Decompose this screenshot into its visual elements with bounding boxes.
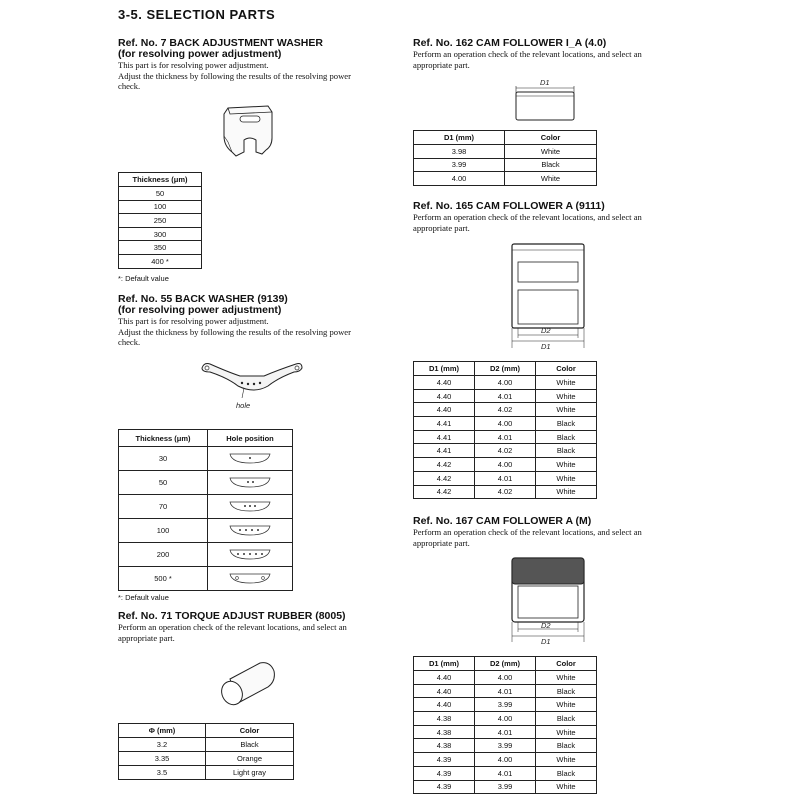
table-cell: 100 — [119, 519, 208, 543]
table-cell: 4.00 — [475, 458, 536, 472]
table-cell: 4.02 — [475, 485, 536, 499]
column-header: Thickness (μm) — [119, 430, 208, 447]
column-header: D1 (mm) — [414, 131, 505, 145]
table-cell: 3.99 — [475, 780, 536, 794]
section-ref-167 — [413, 516, 703, 548]
section-line: Perform an operation check of the relevant locations, and select an — [413, 527, 642, 537]
section-ref-162 — [413, 38, 703, 70]
table-cell: 3.2 — [119, 738, 206, 752]
section-heading: Ref. No. 165 CAM FOLLOWER A (9111) — [413, 200, 605, 212]
hole-position-icon — [208, 495, 293, 519]
section-heading: Ref. No. 55 BACK WASHER (9139) — [118, 293, 288, 305]
table-cell: Black — [206, 738, 294, 752]
table-cell: 4.40 — [414, 403, 475, 417]
table-cell: White — [536, 698, 597, 712]
table-cell: Black — [536, 766, 597, 780]
table-cell: 4.00 — [414, 172, 505, 186]
section-heading: Ref. No. 7 BACK ADJUSTMENT WASHER — [118, 37, 323, 49]
default-value-note: *: Default value — [118, 593, 169, 602]
table-cell: 250 — [119, 214, 202, 228]
table-cell: 100 — [119, 200, 202, 214]
table-cell: 4.39 — [414, 766, 475, 780]
table-cell: Black — [536, 739, 597, 753]
hole-position-icon — [208, 471, 293, 495]
table-cell: White — [536, 485, 597, 499]
hole-position-icon — [208, 447, 293, 471]
table-cell: 3.98 — [414, 145, 505, 159]
table-cell: Black — [536, 417, 597, 431]
table-cell: White — [536, 389, 597, 403]
table-cell: 4.42 — [414, 485, 475, 499]
table-cell: White — [536, 753, 597, 767]
table-cell: White — [536, 780, 597, 794]
section-heading: Ref. No. 162 CAM FOLLOWER I_A (4.0) — [413, 37, 607, 49]
table-cell: 4.40 — [414, 671, 475, 685]
table-cell: 4.00 — [475, 417, 536, 431]
table-cell: 4.39 — [414, 753, 475, 767]
table-cell: 4.38 — [414, 712, 475, 726]
section-line: appropriate part. — [118, 632, 175, 643]
dimension-label-d1: D1 — [541, 637, 551, 646]
column-header: Color — [206, 724, 294, 738]
section-line: Adjust the thickness by following the results of the resolving power — [118, 70, 351, 81]
hole-position-icon — [208, 567, 293, 591]
table-cell: 3.35 — [119, 752, 206, 766]
table-cell: White — [536, 403, 597, 417]
table-cell: 4.38 — [414, 725, 475, 739]
table-cell: 4.02 — [475, 444, 536, 458]
section-line: Perform an operation check of the relevant locations, and select an — [413, 49, 642, 59]
table-cell: Black — [536, 684, 597, 698]
table-cell: 4.39 — [414, 780, 475, 794]
dimension-label-d2: D2 — [541, 621, 551, 630]
column-header: Hole position — [208, 430, 293, 447]
table-cell: 4.00 — [475, 376, 536, 390]
table-cell: 500 * — [119, 567, 208, 591]
column-header: Color — [536, 362, 597, 376]
thickness-table — [118, 172, 202, 269]
table-cell: 30 — [119, 447, 208, 471]
section-line: appropriate part. — [413, 59, 470, 70]
table-cell: 4.40 — [414, 698, 475, 712]
table-cell: Light gray — [206, 766, 294, 780]
hole-position-icon — [208, 519, 293, 543]
column-header: Color — [505, 131, 597, 145]
table-cell: 4.42 — [414, 458, 475, 472]
back-adjustment-washer-illustration — [216, 102, 278, 160]
table-cell: White — [505, 172, 597, 186]
table-cell: 200 — [119, 543, 208, 567]
column-header: D2 (mm) — [475, 362, 536, 376]
table-cell: 4.01 — [475, 684, 536, 698]
section-line: Perform an operation check of the relevant locations, and select an — [118, 622, 347, 632]
table-cell: 4.01 — [475, 389, 536, 403]
section-line: Perform an operation check of the relevant locations, and select an — [413, 212, 642, 222]
table-cell: White — [536, 458, 597, 472]
table-cell: Black — [536, 444, 597, 458]
column-header: Color — [536, 657, 597, 671]
table-cell: 3.5 — [119, 766, 206, 780]
table-cell: 3.99 — [475, 698, 536, 712]
table-cell: 4.00 — [475, 753, 536, 767]
section-ref-7 — [118, 38, 398, 92]
hole-position-icon — [208, 543, 293, 567]
section-line: This part is for resolving power adjustment. — [118, 316, 269, 326]
table-cell: 4.02 — [475, 403, 536, 417]
section-heading: Ref. No. 71 TORQUE ADJUST RUBBER (8005) — [118, 610, 346, 622]
torque-adjust-rubber-illustration — [216, 657, 280, 709]
table-cell: 4.00 — [475, 671, 536, 685]
table-cell: 4.42 — [414, 471, 475, 485]
dimension-label-d1: D1 — [541, 342, 551, 351]
dimension-label-d2: D2 — [541, 326, 551, 335]
column-header: D2 (mm) — [475, 657, 536, 671]
section-subheading: (for resolving power adjustment) — [118, 304, 282, 316]
cam-follower-ia-illustration — [508, 74, 584, 124]
table-cell: Black — [505, 158, 597, 172]
table-cell: Black — [536, 712, 597, 726]
table-cell: White — [505, 145, 597, 159]
table-cell: 4.01 — [475, 725, 536, 739]
table-cell: 50 — [119, 187, 202, 201]
cam-follower-a-m-table — [413, 656, 597, 794]
hole-position-table — [118, 429, 293, 591]
section-line: appropriate part. — [413, 222, 470, 233]
dimension-label-d1: D1 — [540, 78, 550, 87]
table-cell: Black — [536, 430, 597, 444]
page-title: 3-5. SELECTION PARTS — [118, 7, 276, 22]
table-cell: 4.00 — [475, 712, 536, 726]
torque-rubber-table — [118, 723, 294, 780]
table-cell: Orange — [206, 752, 294, 766]
section-heading: Ref. No. 167 CAM FOLLOWER A (M) — [413, 515, 592, 527]
column-header: D1 (mm) — [414, 657, 475, 671]
table-cell: 4.01 — [475, 766, 536, 780]
table-cell: 4.01 — [475, 430, 536, 444]
table-cell: 50 — [119, 471, 208, 495]
table-cell: 4.01 — [475, 471, 536, 485]
section-subheading: (for resolving power adjustment) — [118, 48, 282, 60]
column-header: Φ (mm) — [119, 724, 206, 738]
cam-follower-a-m-illustration — [508, 556, 588, 648]
section-line: check. — [118, 81, 141, 91]
section-line: appropriate part. — [413, 537, 470, 548]
cam-follower-ia-table — [413, 130, 597, 186]
cam-follower-a-9111-illustration — [508, 242, 588, 352]
section-ref-165 — [413, 201, 703, 233]
table-cell: 300 — [119, 227, 202, 241]
back-washer-illustration — [198, 358, 306, 414]
table-cell: 4.41 — [414, 444, 475, 458]
column-header: Thickness (μm) — [119, 173, 202, 187]
table-cell: White — [536, 671, 597, 685]
table-cell: White — [536, 471, 597, 485]
default-value-note: *: Default value — [118, 274, 169, 283]
table-cell: White — [536, 725, 597, 739]
section-line: check. — [118, 337, 141, 347]
section-line: This part is for resolving power adjustment. — [118, 60, 269, 70]
table-cell: 400 * — [119, 254, 202, 268]
table-cell: 4.40 — [414, 389, 475, 403]
table-cell: 4.41 — [414, 417, 475, 431]
section-ref-71 — [118, 611, 408, 643]
table-cell: White — [536, 376, 597, 390]
table-cell: 4.41 — [414, 430, 475, 444]
cam-follower-a-9111-table — [413, 361, 597, 499]
column-header: D1 (mm) — [414, 362, 475, 376]
table-cell: 70 — [119, 495, 208, 519]
table-cell: 350 — [119, 241, 202, 255]
table-cell: 4.40 — [414, 376, 475, 390]
section-line: Adjust the thickness by following the results of the resolving power — [118, 326, 351, 337]
section-ref-55 — [118, 294, 398, 348]
hole-label: hole — [236, 401, 251, 410]
table-cell: 4.38 — [414, 739, 475, 753]
table-cell: 3.99 — [414, 158, 505, 172]
table-cell: 4.40 — [414, 684, 475, 698]
table-cell: 3.99 — [475, 739, 536, 753]
